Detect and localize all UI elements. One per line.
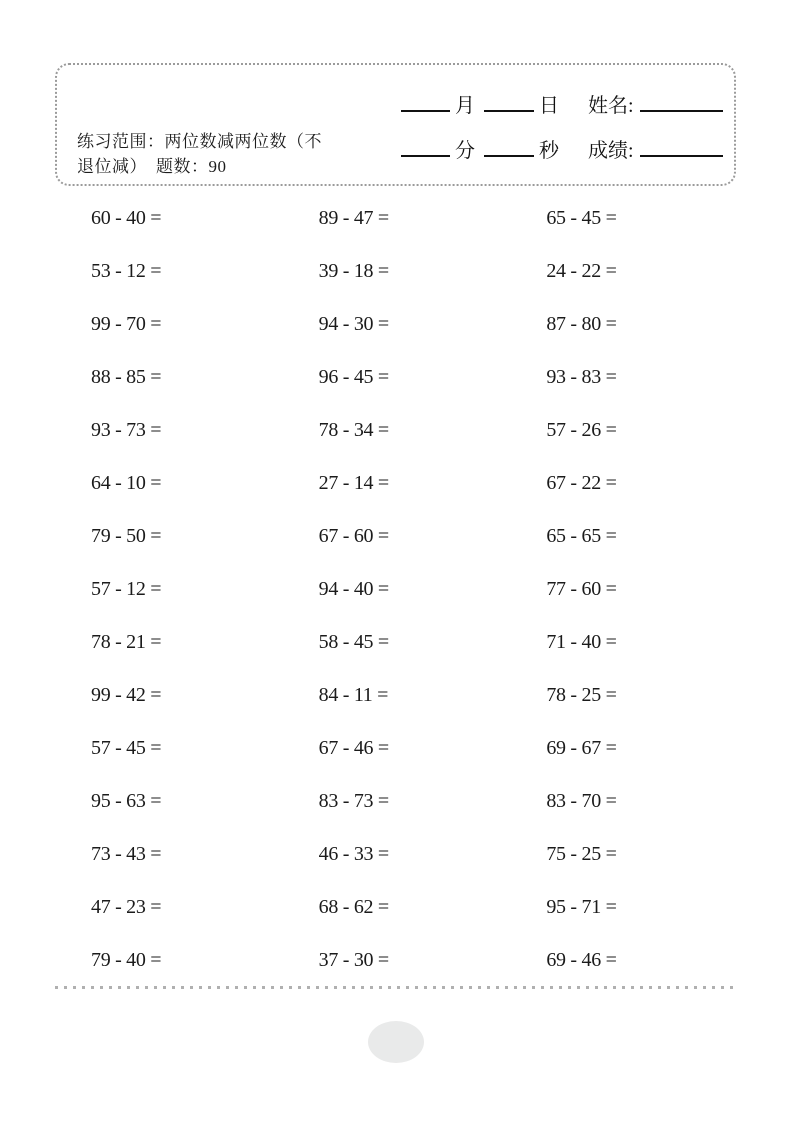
problem: 79 - 50 = — [91, 525, 162, 547]
day-label: 日 — [539, 95, 559, 117]
problem: 65 - 65 = — [546, 525, 617, 547]
practice-scope-text — [77, 129, 357, 179]
name-blank-line — [640, 99, 723, 112]
problem: 73 - 43 = — [91, 843, 162, 865]
problem: 95 - 63 = — [91, 790, 162, 812]
problem: 57 - 26 = — [546, 419, 617, 441]
problem: 95 - 71 = — [546, 896, 617, 918]
problem: 93 - 83 = — [546, 366, 617, 388]
problem: 94 - 40 = — [318, 578, 389, 600]
problem: 64 - 10 = — [91, 472, 162, 494]
problem: 84 - 11 = — [318, 684, 389, 706]
name-label: 姓名: — [588, 95, 634, 117]
header-fields — [401, 89, 727, 179]
problem: 68 - 62 = — [318, 896, 389, 918]
page-indicator-blob — [368, 1021, 424, 1063]
month-label: 月 — [455, 95, 475, 117]
problem: 46 - 33 = — [318, 843, 389, 865]
problem: 60 - 40 = — [91, 207, 162, 229]
day-blank-line — [484, 99, 534, 112]
problem: 71 - 40 = — [546, 631, 617, 653]
problem: 53 - 12 = — [91, 260, 162, 282]
problem: 93 - 73 = — [91, 419, 162, 441]
problem: 87 - 80 = — [546, 313, 617, 335]
page-separator-dotted-line — [55, 986, 739, 989]
problem: 67 - 22 = — [546, 472, 617, 494]
problem: 27 - 14 = — [318, 472, 389, 494]
problem: 57 - 12 = — [91, 578, 162, 600]
problem: 78 - 21 = — [91, 631, 162, 653]
problem: 39 - 18 = — [318, 260, 389, 282]
minute-blank-line — [401, 144, 450, 157]
problem: 57 - 45 = — [91, 737, 162, 759]
problem: 77 - 60 = — [546, 578, 617, 600]
problem: 67 - 60 = — [318, 525, 389, 547]
score-label: 成绩: — [588, 140, 634, 162]
problem: 47 - 23 = — [91, 896, 162, 918]
problem: 99 - 70 = — [91, 313, 162, 335]
second-blank-line — [484, 144, 534, 157]
problem: 83 - 73 = — [318, 790, 389, 812]
problem: 79 - 40 = — [91, 949, 162, 971]
problem: 78 - 34 = — [318, 419, 389, 441]
problem: 58 - 45 = — [318, 631, 389, 653]
practice-scope-line1: 练习范围：两位数减两位数（不 — [77, 132, 322, 151]
problem: 67 - 46 = — [318, 737, 389, 759]
month-blank-line — [401, 99, 450, 112]
problem: 89 - 47 = — [318, 207, 389, 229]
problem: 88 - 85 = — [91, 366, 162, 388]
date-row — [401, 89, 727, 117]
practice-scope-line2: 退位减） 题数：90 — [77, 157, 227, 176]
problem: 75 - 25 = — [546, 843, 617, 865]
problem: 24 - 22 = — [546, 260, 617, 282]
second-label: 秒 — [539, 140, 559, 162]
problem: 83 - 70 = — [546, 790, 617, 812]
problem: 65 - 45 = — [546, 207, 617, 229]
worksheet-header — [55, 63, 736, 186]
problem: 37 - 30 = — [318, 949, 389, 971]
problem: 69 - 46 = — [546, 949, 617, 971]
problem: 96 - 45 = — [318, 366, 389, 388]
time-score-row — [401, 134, 727, 162]
score-blank-line — [640, 144, 723, 157]
problem: 94 - 30 = — [318, 313, 389, 335]
problem: 78 - 25 = — [546, 684, 617, 706]
problem: 99 - 42 = — [91, 684, 162, 706]
problem-grid — [55, 192, 738, 987]
problem: 69 - 67 = — [546, 737, 617, 759]
minute-label: 分 — [455, 140, 475, 162]
